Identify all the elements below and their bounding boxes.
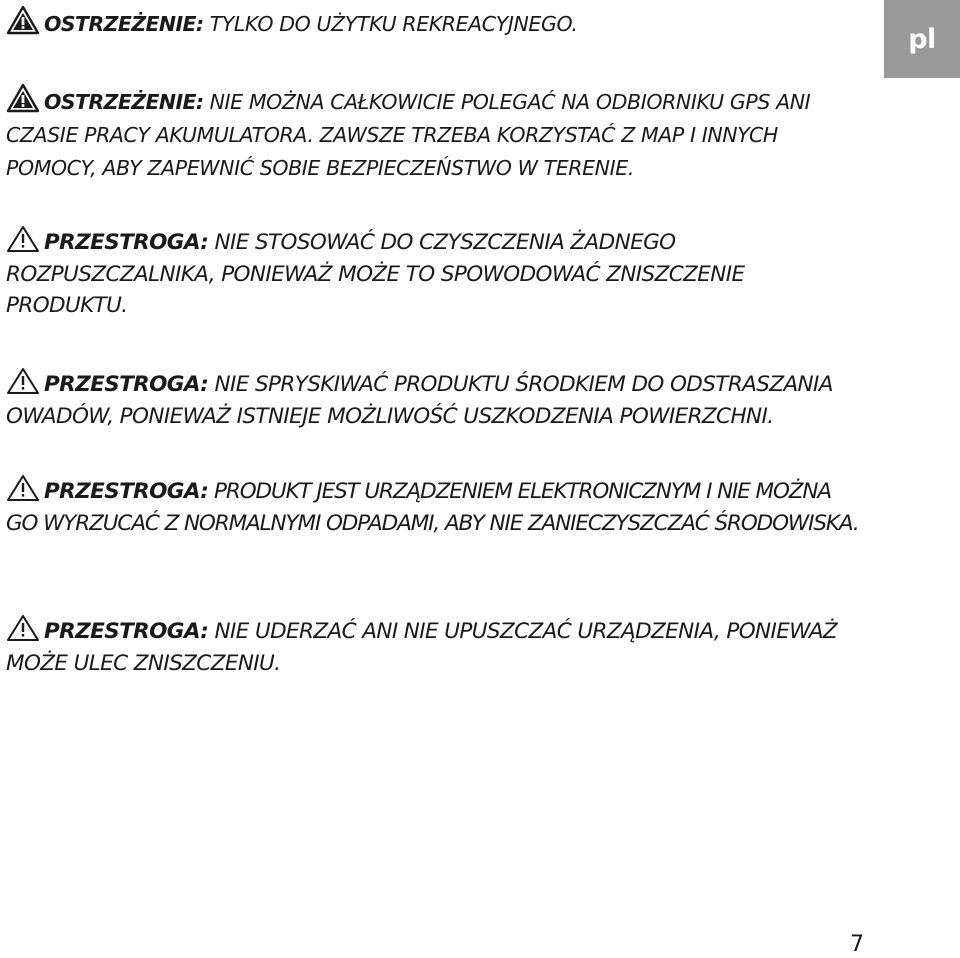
caution-notice-disposal: [6, 474, 866, 539]
notice-label: OSTRZEŻENIE:: [44, 90, 204, 114]
notice-text: NIE UDERZAĆ ANI NIE UPUSZCZAĆ URZĄDZENIA, PONIEWAŻ MOŻE ULEC ZNISZCZENIU.: [6, 619, 838, 676]
warning-triangle-icon: [6, 83, 40, 113]
notice-text: TYLKO DO UŻYTKU REKREACYJNEGO.: [203, 12, 578, 36]
notice-text: NIE MOŻNA CAŁKOWICIE POLEGAĆ NA ODBIORNIKU GPS ANI CZASIE PRACY AKUMULATORA. ZAWSZE TRZEBA KORZYSTAĆ Z MAP I INNYCH POMOCY, ABY ZAPEWNIĆ SOBIE BEZPIECZEŃSTWO W TERENIE.: [6, 90, 811, 180]
notice-label: PRZESTROGA:: [44, 372, 209, 397]
notice-text: PRODUKT JEST URZĄDZENIEM ELEKTRONICZNYM I NIE MOŻNA GO WYRZUCAĆ Z NORMALNYMI ODPADAMI, ABY NIE ZANIECZYSZCZAĆ ŚRODOWISKA.: [6, 479, 859, 536]
warning-notice-gps: [6, 83, 866, 185]
caution-notice-solvents: [6, 225, 806, 322]
caution-notice-impact: [6, 614, 876, 679]
notice-label: OSTRZEŻENIE:: [44, 12, 204, 36]
warning-notice-recreational: [6, 5, 866, 41]
notice-text: NIE STOSOWAĆ DO CZYSZCZENIA ŻADNEGO ROZPUSZCZALNIKA, PONIEWAŻ MOŻE TO SPOWODOWAĆ ZNISZCZENIE PRODUKTU.: [6, 230, 745, 318]
notice-label: PRZESTROGA:: [44, 230, 209, 255]
page-number: 7: [850, 932, 864, 957]
caution-triangle-icon: [6, 367, 40, 395]
caution-triangle-icon: [6, 614, 40, 642]
caution-triangle-icon: [6, 225, 40, 253]
warning-triangle-icon: [6, 5, 40, 35]
language-tab-label: pl: [908, 23, 936, 55]
notice-label: PRZESTROGA:: [44, 619, 209, 644]
notice-text: NIE SPRYSKIWAĆ PRODUKTU ŚRODKIEM DO ODSTRASZANIA OWADÓW, PONIEWAŻ ISTNIEJE MOŻLIWOŚĆ USZKODZENIA POWIERZCHNI.: [6, 372, 833, 429]
notice-label: PRZESTROGA:: [44, 479, 209, 504]
caution-notice-insect-repellent: [6, 367, 876, 432]
language-tab: [884, 0, 960, 78]
caution-triangle-icon: [6, 474, 40, 502]
